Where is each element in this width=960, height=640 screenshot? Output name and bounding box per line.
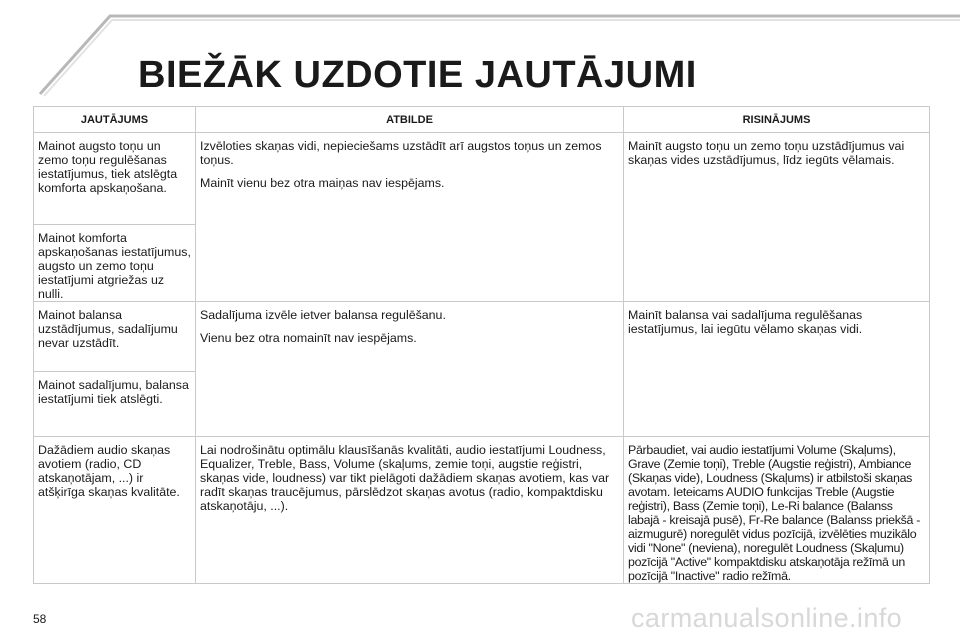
- answer-line: Izvēloties skaņas vidi, nepieciešams uzstādīt arī augstos toņus un zemos toņus.: [200, 139, 602, 167]
- table-row: [34, 133, 930, 225]
- solution-cell: Pārbaudiet, vai audio iestatījumi Volume (Skaļums), Grave (Zemie toņi), Treble (Augstie reģistri), Ambiance (Skaņas vide), Loudness (Skaļums) ir atbilstoši skaņas avotam. Ieteicams AUDIO funkcijas Treble (Augstie reģistri), Bass (Zemie toņi), Le-Ri balance (Balanss labajā - kreisajā pusē), Fr-Re balance (Balanss priekšā - aizmugurē) noregulēt vidus pozīcijā, izvēlēties muzikālo vidi "None" (neviena), noregulēt Loudness (Skaļumu) pozīcijā "Active" kompaktdisku atskaņotāja režīmā un pozīcijā "Inactive" radio režīmā.: [624, 437, 930, 584]
- faq-table: [33, 106, 930, 584]
- answer-line: Sadalījuma izvēle ietver balansa regulēšanu.: [200, 308, 446, 322]
- page-number: 58: [33, 612, 47, 626]
- answer-line: Mainīt vienu bez otra maiņas nav iespējams.: [200, 176, 445, 190]
- watermark: carmanualsonline.info: [631, 603, 903, 633]
- question-cell: Mainot komforta apskaņošanas iestatījumus, augsto un zemo toņu iestatījumi atgriežas uz nulli.: [34, 225, 196, 302]
- header-solution: RISINĀJUMS: [624, 107, 930, 133]
- answer-cell: Lai nodrošinātu optimālu klausīšanās kvalitāti, audio iestatījumi Loudness, Equalizer, Treble, Bass, Volume (skaļums, zemie toņi, augstie reģistri, skaņas vide, loudness) var tikt pielāgoti dažādiem skaņas avotiem, kas var radīt skaņas traucējumus, pārslēdzot skaņas avotus (radio, kompaktdisku atskaņotāju, ...).: [196, 437, 624, 584]
- answer-cell: [196, 302, 624, 437]
- answer-cell: [196, 133, 624, 302]
- question-cell: Dažādiem audio skaņas avotiem (radio, CD atskaņotājam, ...) ir atšķirīga skaņas kvalitāte.: [34, 437, 196, 584]
- page-title: BIEŽĀK UZDOTIE JAUTĀJUMI: [138, 54, 697, 96]
- question-cell: Mainot sadalījumu, balansa iestatījumi tiek atslēgti.: [34, 372, 196, 437]
- table-row: [34, 437, 930, 584]
- question-cell: Mainot balansa uzstādījumus, sadalījumu nevar uzstādīt.: [34, 302, 196, 372]
- question-cell: Mainot augsto toņu un zemo toņu regulēšanas iestatījumus, tiek atslēgta komforta apskaņošana.: [34, 133, 196, 225]
- solution-cell: Mainīt augsto toņu un zemo toņu uzstādījumus vai skaņas vides uzstādījumus, līdz iegūts vēlamais.: [624, 133, 930, 302]
- table-row: [34, 302, 930, 372]
- header-question: JAUTĀJUMS: [34, 107, 196, 133]
- header-answer: ATBILDE: [196, 107, 624, 133]
- table-header-row: [34, 107, 930, 133]
- answer-line: Vienu bez otra nomainīt nav iespējams.: [200, 331, 417, 345]
- solution-cell: Mainīt balansa vai sadalījuma regulēšanas iestatījumus, lai iegūtu vēlamo skaņas vidi.: [624, 302, 930, 437]
